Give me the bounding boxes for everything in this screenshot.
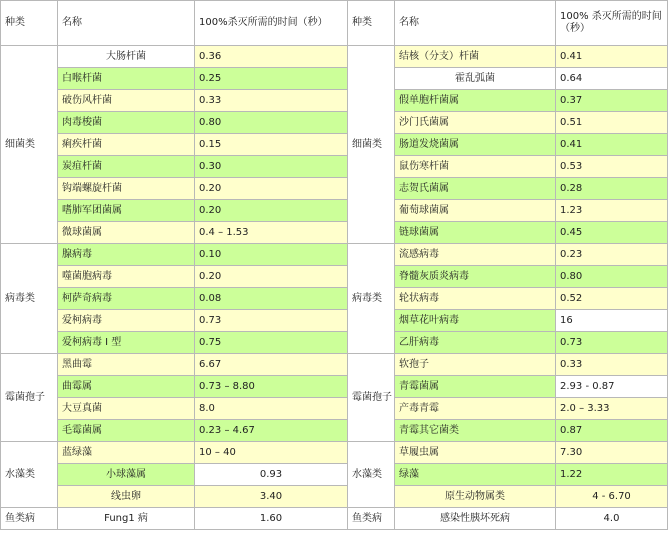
value-cell: 0.41 [556, 46, 668, 68]
group-label-bacteria-right: 细菌类 [348, 46, 395, 244]
name-cell: 爱柯病毒 [58, 310, 195, 332]
name-cell: 绿藻 [395, 464, 556, 486]
value-cell: 0.52 [556, 288, 668, 310]
table-row [1, 178, 668, 200]
name-cell: 烟草花叶病毒 [395, 310, 556, 332]
value-cell: 0.73 [556, 332, 668, 354]
table-row [1, 266, 668, 288]
value-cell: 0.25 [195, 68, 348, 90]
name-cell: 钩端螺旋杆菌 [58, 178, 195, 200]
value-cell: 1.23 [556, 200, 668, 222]
table-row [1, 376, 668, 398]
group-label-virus: 病毒类 [1, 244, 58, 354]
header-name-right: 名称 [395, 1, 556, 46]
name-cell: 小球藻属 [58, 464, 195, 486]
name-cell: 腺病毒 [58, 244, 195, 266]
table-row [1, 332, 668, 354]
table-row [1, 222, 668, 244]
header-category: 种类 [1, 1, 58, 46]
table-row [1, 90, 668, 112]
group-label-algae: 水藻类 [1, 442, 58, 508]
value-cell: 0.08 [195, 288, 348, 310]
name-cell: 噬菌胞病毒 [58, 266, 195, 288]
value-cell: 16 [556, 310, 668, 332]
name-cell: 沙门氏菌属 [395, 112, 556, 134]
value-cell: 6.67 [195, 354, 348, 376]
table-row [1, 310, 668, 332]
table-row [1, 112, 668, 134]
table-row [1, 508, 668, 530]
name-cell: 痢疾杆菌 [58, 134, 195, 156]
value-cell: 0.20 [195, 200, 348, 222]
name-cell: 嗜肺军团菌属 [58, 200, 195, 222]
name-cell: 青霉菌属 [395, 376, 556, 398]
name-cell: 青霉其它菌类 [395, 420, 556, 442]
table-row [1, 200, 668, 222]
header-row [1, 1, 668, 46]
value-cell: 0.75 [195, 332, 348, 354]
value-cell: 4.0 [556, 508, 668, 530]
name-cell: 鼠伤寒杆菌 [395, 156, 556, 178]
name-cell: 霍乱弧菌 [395, 68, 556, 90]
value-cell: 0.93 [195, 464, 348, 486]
value-cell: 10 – 40 [195, 442, 348, 464]
table-row [1, 420, 668, 442]
value-cell: 1.22 [556, 464, 668, 486]
table-row [1, 134, 668, 156]
name-cell: 结核（分支）杆菌 [395, 46, 556, 68]
value-cell: 2.93 - 0.87 [556, 376, 668, 398]
value-cell: 0.33 [195, 90, 348, 112]
name-cell: 肠道发烧菌属 [395, 134, 556, 156]
value-cell: 4 - 6.70 [556, 486, 668, 508]
value-cell: 0.37 [556, 90, 668, 112]
table-row [1, 442, 668, 464]
table-row [1, 156, 668, 178]
table-row [1, 398, 668, 420]
name-cell: 蓝绿藻 [58, 442, 195, 464]
value-cell: 0.20 [195, 178, 348, 200]
group-label-bacteria: 细菌类 [1, 46, 58, 244]
value-cell: 7.30 [556, 442, 668, 464]
header-category-right: 种类 [348, 1, 395, 46]
group-label-fish-right: 鱼类病 [348, 508, 395, 530]
value-cell: 0.23 [556, 244, 668, 266]
group-label-mold-right: 霉菌孢子 [348, 354, 395, 442]
value-cell: 1.60 [195, 508, 348, 530]
value-cell: 0.80 [556, 266, 668, 288]
name-cell: 黑曲霉 [58, 354, 195, 376]
name-cell: 柯萨奇病毒 [58, 288, 195, 310]
table-row [1, 68, 668, 90]
header-time-right: 100% 杀灭所需的时间（秒） [556, 1, 668, 46]
name-cell: Fung1 病 [58, 508, 195, 530]
name-cell: 肉毒梭菌 [58, 112, 195, 134]
name-cell: 微球菌属 [58, 222, 195, 244]
name-cell: 大肠杆菌 [58, 46, 195, 68]
value-cell: 0.20 [195, 266, 348, 288]
header-time: 100%杀灭所需的时间（秒） [195, 1, 348, 46]
name-cell: 曲霉属 [58, 376, 195, 398]
group-label-fish: 鱼类病 [1, 508, 58, 530]
group-label-mold: 霉菌孢子 [1, 354, 58, 442]
name-cell: 假单胞杆菌属 [395, 90, 556, 112]
name-cell: 轮状病毒 [395, 288, 556, 310]
value-cell: 0.51 [556, 112, 668, 134]
name-cell: 线虫卵 [58, 486, 195, 508]
value-cell: 2.0 – 3.33 [556, 398, 668, 420]
value-cell: 0.15 [195, 134, 348, 156]
value-cell: 0.23 – 4.67 [195, 420, 348, 442]
value-cell: 0.64 [556, 68, 668, 90]
value-cell: 0.45 [556, 222, 668, 244]
value-cell: 0.80 [195, 112, 348, 134]
name-cell: 流感病毒 [395, 244, 556, 266]
name-cell: 软孢子 [395, 354, 556, 376]
name-cell: 爱柯病毒 I 型 [58, 332, 195, 354]
value-cell: 0.30 [195, 156, 348, 178]
name-cell: 产毒青霉 [395, 398, 556, 420]
value-cell: 0.36 [195, 46, 348, 68]
header-name: 名称 [58, 1, 195, 46]
value-cell: 0.33 [556, 354, 668, 376]
name-cell: 草履虫属 [395, 442, 556, 464]
name-cell: 链球菌属 [395, 222, 556, 244]
name-cell: 葡萄球菌属 [395, 200, 556, 222]
name-cell: 脊髓灰质炎病毒 [395, 266, 556, 288]
name-cell: 白喉杆菌 [58, 68, 195, 90]
value-cell: 0.4 – 1.53 [195, 222, 348, 244]
value-cell: 0.10 [195, 244, 348, 266]
table-row [1, 464, 668, 486]
value-cell: 0.41 [556, 134, 668, 156]
value-cell: 0.28 [556, 178, 668, 200]
name-cell: 感染性胰坏死病 [395, 508, 556, 530]
table-row [1, 486, 668, 508]
value-cell: 8.0 [195, 398, 348, 420]
table-row [1, 244, 668, 266]
name-cell: 原生动物属类 [395, 486, 556, 508]
name-cell: 破伤风杆菌 [58, 90, 195, 112]
value-cell: 3.40 [195, 486, 348, 508]
table-row [1, 288, 668, 310]
value-cell: 0.73 – 8.80 [195, 376, 348, 398]
group-label-virus-right: 病毒类 [348, 244, 395, 354]
name-cell: 毛霉菌属 [58, 420, 195, 442]
value-cell: 0.53 [556, 156, 668, 178]
value-cell: 0.87 [556, 420, 668, 442]
table-row [1, 46, 668, 68]
group-label-algae-right: 水藻类 [348, 442, 395, 508]
table-row [1, 354, 668, 376]
name-cell: 志贺氏菌属 [395, 178, 556, 200]
name-cell: 炭疽杆菌 [58, 156, 195, 178]
name-cell: 大豆真菌 [58, 398, 195, 420]
name-cell: 乙肝病毒 [395, 332, 556, 354]
value-cell: 0.73 [195, 310, 348, 332]
